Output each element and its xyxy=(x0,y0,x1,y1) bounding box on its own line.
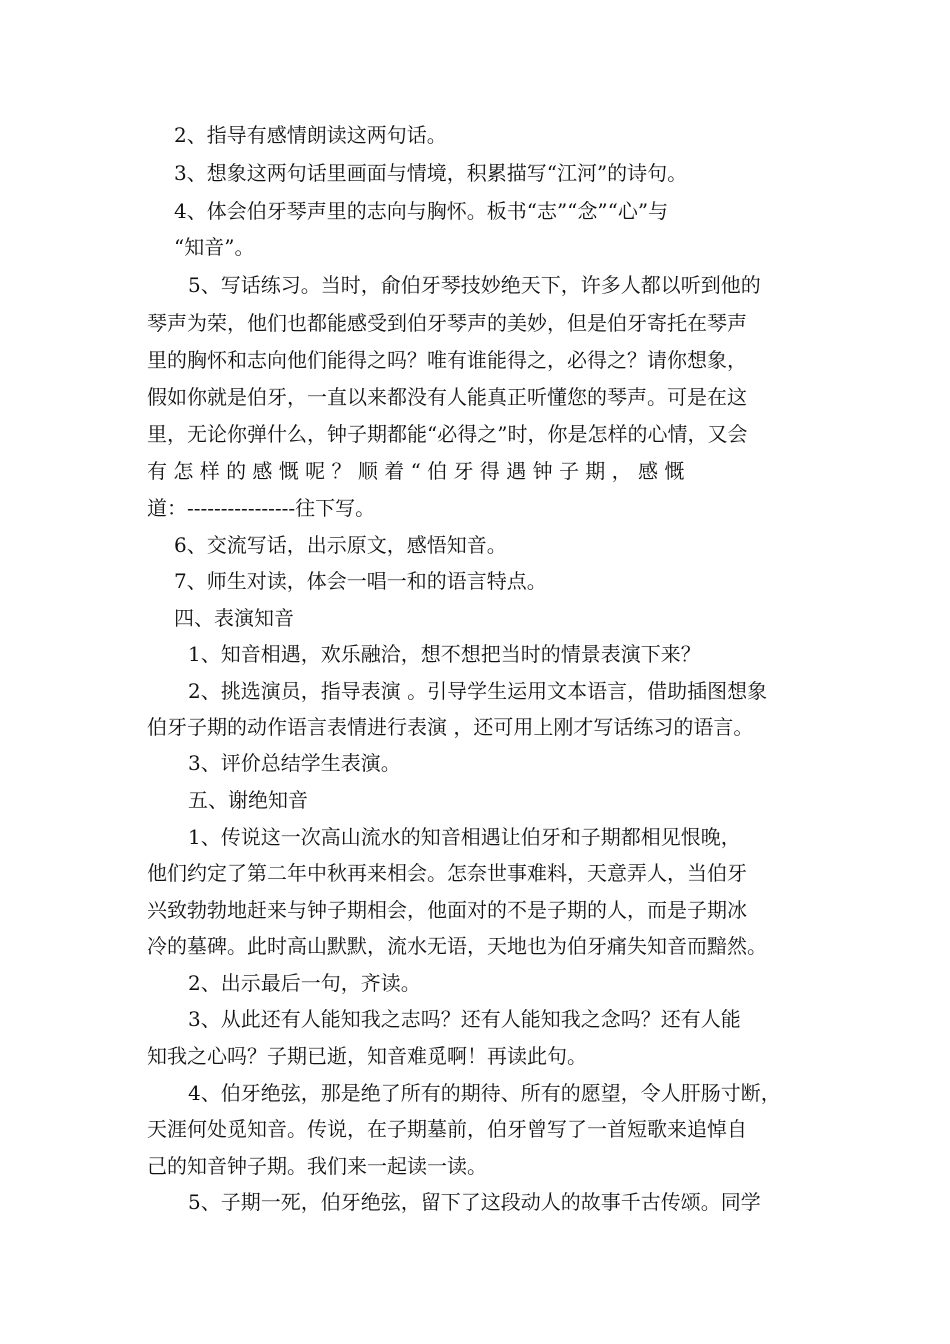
text-line: 道：----------------往下写。 xyxy=(147,496,376,520)
text-line: 1、知音相遇，欢乐融洽，想不想把当时的情景表演下来？ xyxy=(188,642,701,666)
text-line: 6、交流写话，出示原文，感悟知音。 xyxy=(174,533,507,557)
text-line: 1、传说这一次高山流水的知音相遇让伯牙和子期都相见恨晚， xyxy=(188,825,741,849)
text-line: 伯牙子期的动作语言表情进行表演 ，还可用上刚才写话练习的语言。 xyxy=(147,715,754,739)
text-line: 冷的墓碑。此时高山默默，流水无语，天地也为伯牙痛失知音而黯然。 xyxy=(147,934,767,958)
text-line: 己的知音钟子期。我们来一起读一读。 xyxy=(147,1154,487,1178)
text-line: 3、评价总结学生表演。 xyxy=(188,751,401,775)
text-line: 里，无论你弹什么，钟子期都能“必得之”时，你是怎样的心情，又会 xyxy=(147,422,748,446)
text-line: 兴致勃勃地赶来与钟子期相会，他面对的不是子期的人，而是子期冰 xyxy=(147,898,747,922)
text-line: 有 怎 样 的 感 慨 呢 ？ 顺 着 “ 伯 牙 得 遇 钟 子 期 ， 感 慨 xyxy=(147,459,685,483)
text-line: 假如你就是伯牙，一直以来都没有人能真正听懂您的琴声。可是在这 xyxy=(147,385,747,409)
text-line: 他们约定了第二年中秋再来相会。怎奈世事难料，天意弄人，当伯牙 xyxy=(147,861,747,885)
text-line: 2、挑选演员，指导表演 。引导学生运用文本语言，借助插图想象 xyxy=(188,679,768,703)
text-line: 天涯何处觅知音。传说，在子期墓前，伯牙曾写了一首短歌来追悼自 xyxy=(147,1117,747,1141)
text-line: 琴声为荣，他们也都能感受到伯牙琴声的美妙，但是伯牙寄托在琴声 xyxy=(147,311,747,335)
text-line: 5、写话练习。当时，俞伯牙琴技妙绝天下，许多人都以听到他的 xyxy=(188,273,761,297)
section-heading: 五、谢绝知音 xyxy=(188,788,308,812)
text-line: 3、从此还有人能知我之志吗？还有人能知我之念吗？还有人能 xyxy=(188,1007,741,1031)
text-line: 2、出示最后一句，齐读。 xyxy=(188,971,421,995)
text-line: 知我之心吗？子期已逝，知音难觅啊！再读此句。 xyxy=(147,1044,587,1068)
text-line: 4、伯牙绝弦，那是绝了所有的期待、所有的愿望，令人肝肠寸断， xyxy=(188,1081,781,1105)
text-line: 3、想象这两句话里画面与情境，积累描写“江河”的诗句。 xyxy=(174,161,688,185)
text-line: 4、体会伯牙琴声里的志向与胸怀。板书“志”“念”“心”与 xyxy=(174,199,669,223)
text-line: 5、子期一死，伯牙绝弦，留下了这段动人的故事千古传颂。同学 xyxy=(188,1190,761,1214)
text-line: 里的胸怀和志向他们能得之吗？唯有谁能得之，必得之？请你想象， xyxy=(147,348,747,372)
text-line: 7、师生对读，体会一唱一和的语言特点。 xyxy=(174,569,547,593)
text-line: 2、指导有感情朗读这两句话。 xyxy=(174,123,447,147)
text-line: “知音”。 xyxy=(174,235,255,259)
section-heading: 四、表演知音 xyxy=(174,606,294,630)
